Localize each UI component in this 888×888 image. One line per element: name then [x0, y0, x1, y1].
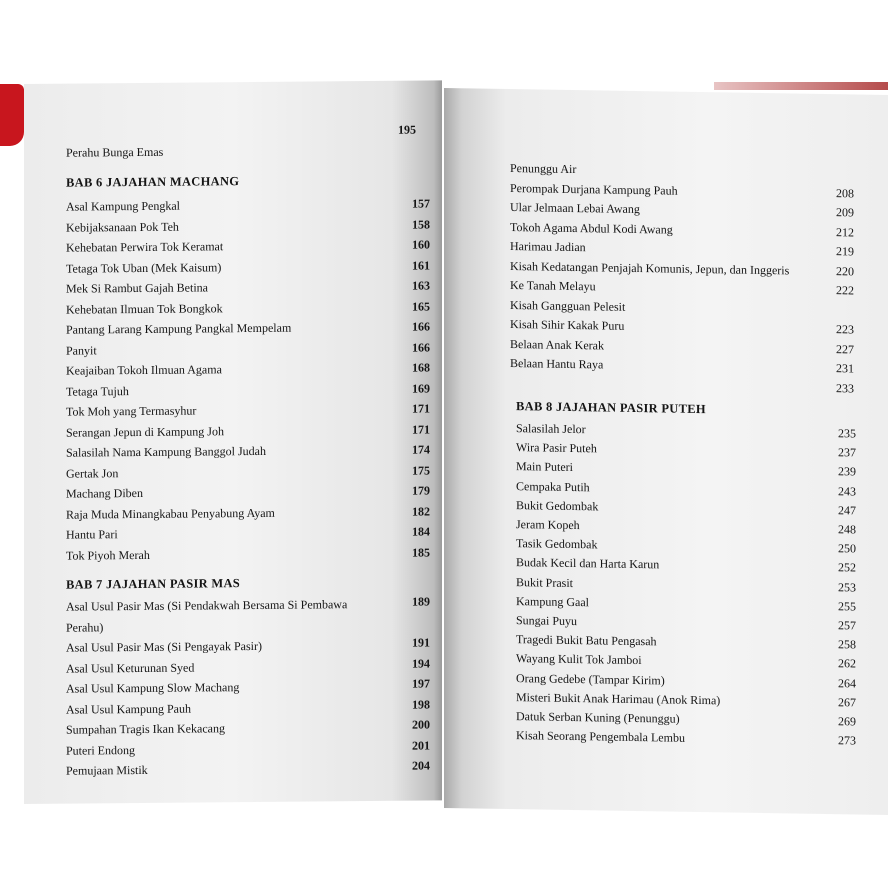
- toc-entry-page-number: 231: [836, 361, 854, 376]
- toc-entry-title: Perompak Durjana Kampung Pauh: [510, 180, 678, 198]
- toc-entry-title: Puteri Endong: [66, 742, 135, 758]
- toc-entry-page-number: 243: [838, 483, 856, 499]
- toc-entry-title: Ke Tanah Melayu: [510, 278, 596, 294]
- toc-entry-title: Perahu): [66, 619, 104, 635]
- toc-entry-title: Jeram Kopeh: [516, 517, 580, 533]
- toc-entry-title: Mek Si Rambut Gajah Betina: [66, 280, 208, 296]
- toc-entry-page-number: 191: [412, 635, 430, 650]
- toc-entry-title: Main Puteri: [516, 459, 573, 475]
- bab8-heading: BAB 8 JAJAHAN PASIR PUTEH: [516, 399, 706, 417]
- toc-entry-title: Orang Gedebe (Tampar Kirim): [516, 670, 665, 688]
- toc-entry-page-number: 171: [412, 401, 430, 416]
- toc-entry-page-number: 189: [412, 594, 430, 609]
- toc-entry-page-number: 185: [412, 544, 430, 560]
- toc-entry-title: Asal Usul Kampung Slow Machang: [66, 680, 240, 696]
- toc-entry-title: Kisah Sihir Kakak Puru: [510, 317, 625, 333]
- toc-entry-title: Wayang Kulit Tok Jamboi: [516, 651, 642, 668]
- toc-entry-title: Pantang Larang Kampung Pangkal Mempelam: [66, 320, 292, 337]
- toc-entry-title: Kebijaksanaan Pok Teh: [66, 219, 179, 235]
- toc-entry-title: Tetaga Tujuh: [66, 383, 129, 399]
- toc-entry-title: Belaan Anak Kerak: [510, 336, 604, 353]
- toc-entry-title: Raja Muda Minangkabau Penyabung Ayam: [66, 505, 275, 522]
- toc-entry-page-number: 220: [836, 263, 854, 278]
- toc-entry-title: Tasik Gedombak: [516, 536, 598, 552]
- toc-entry-title: Asal Usul Pasir Mas (Si Pendakwah Bersama Si Pembawa: [66, 597, 348, 614]
- toc-entry-title: Asal Usul Keturunan Syed: [66, 660, 195, 676]
- toc-entry-page-number: 222: [836, 283, 854, 298]
- toc-entry-page-number: 255: [838, 598, 856, 614]
- toc-entry-page-number: 233: [836, 380, 854, 395]
- toc-entry-page-number: 252: [838, 560, 856, 575]
- toc-entry-page-number: 204: [412, 758, 430, 773]
- open-book: [24, 84, 888, 804]
- toc-entry-page-number: 200: [412, 717, 430, 732]
- toc-entry-page-number: 169: [412, 380, 430, 396]
- toc-entry-title: Bukit Gedombak: [516, 497, 599, 514]
- toc-entry-title: Asal Kampung Pengkal: [66, 198, 180, 214]
- toc-entry-title: Kehebatan Perwira Tok Keramat: [66, 239, 224, 255]
- toc-entry-title: Ular Jelmaan Lebai Awang: [510, 200, 640, 217]
- toc-entry-title: Cempaka Putih: [516, 478, 590, 494]
- toc-entry-page-number: 239: [838, 464, 856, 479]
- toc-entry-title: Tok Moh yang Termasyhur: [66, 403, 197, 419]
- toc-entry-title: Tok Piyoh Merah: [66, 547, 150, 563]
- toc-entry-page-number: 160: [412, 237, 430, 252]
- toc-entry-page-number: 257: [838, 618, 856, 633]
- toc-entry-page-number: 201: [412, 737, 430, 753]
- top-page-number: 195: [398, 122, 416, 137]
- continued-list: [444, 88, 888, 395]
- toc-entry-page-number: 182: [412, 503, 430, 519]
- toc-entry-title: Asal Usul Kampung Pauh: [66, 701, 191, 717]
- toc-entry-page-number: 237: [838, 445, 856, 460]
- toc-entry-title: Panyit: [66, 342, 97, 358]
- toc-entry-title: Salasilah Nama Kampung Banggol Judah: [66, 443, 266, 460]
- toc-entry-page-number: 208: [836, 185, 854, 200]
- toc-entry-page-number: 273: [838, 733, 856, 748]
- toc-entry-title: Budak Kecil dan Harta Karun: [516, 555, 660, 572]
- toc-entry-page-number: 267: [838, 694, 856, 710]
- toc-entry-page-number: 258: [838, 637, 856, 652]
- toc-entry-page-number: 197: [412, 676, 430, 691]
- toc-entry-title: Tetaga Tok Uban (Mek Kaisum): [66, 259, 222, 276]
- toc-entry-page-number: 262: [838, 656, 856, 671]
- toc-entry-page-number: 174: [412, 442, 430, 457]
- toc-entry-page-number: 163: [412, 278, 430, 293]
- toc-entry-title: Sumpahan Tragis Ikan Kekacang: [66, 721, 225, 737]
- toc-entry-title: Machang Diben: [66, 485, 143, 501]
- toc-entry-page-number: 264: [838, 675, 856, 691]
- top-entry: Perahu Bunga Emas: [66, 144, 164, 160]
- toc-entry-title: Bukit Prasit: [516, 574, 574, 590]
- red-corner-decoration: [0, 84, 24, 146]
- toc-entry-page-number: 209: [836, 205, 854, 220]
- toc-entry-page-number: 179: [412, 483, 430, 498]
- right-page: [444, 88, 888, 815]
- toc-entry-page-number: 269: [838, 714, 856, 729]
- toc-entry-title: Wira Pasir Puteh: [516, 440, 597, 456]
- toc-entry-page-number: 157: [412, 196, 430, 211]
- toc-entry-title: Gertak Jon: [66, 465, 119, 481]
- toc-entry-page-number: 235: [838, 426, 856, 441]
- toc-entry-title: Misteri Bukit Anak Harimau (Anok Rima): [516, 689, 721, 708]
- toc-entry-page-number: 212: [836, 224, 854, 239]
- toc-entry-title: Harimau Jadian: [510, 239, 586, 255]
- toc-entry-page-number: 184: [412, 524, 430, 539]
- toc-entry-title: Hantu Pari: [66, 527, 118, 542]
- toc-entry-title: Kehebatan Ilmuan Tok Bongkok: [66, 300, 223, 317]
- toc-entry-page-number: 166: [412, 339, 430, 355]
- toc-entry-page-number: 219: [836, 244, 854, 259]
- toc-entry-page-number: 161: [412, 257, 430, 273]
- toc-entry-page-number: 166: [412, 319, 430, 334]
- toc-entry-title: Datuk Serban Kuning (Penunggu): [516, 709, 680, 726]
- toc-entry-title: Belaan Hantu Raya: [510, 356, 604, 372]
- bab7-heading: BAB 7 JAJAHAN PASIR MAS: [66, 576, 241, 592]
- left-page: [24, 80, 442, 804]
- toc-entry-page-number: 165: [412, 298, 430, 314]
- toc-entry-title: Salasilah Jelor: [516, 421, 586, 437]
- toc-entry-page-number: 223: [836, 322, 854, 337]
- toc-entry-title: Asal Usul Pasir Mas (Si Pengayak Pasir): [66, 638, 262, 655]
- toc-entry-title: Tragedi Bukit Batu Pengasah: [516, 632, 657, 649]
- toc-entry-page-number: 198: [412, 696, 430, 712]
- toc-entry-title: Keajaiban Tokoh Ilmuan Agama: [66, 362, 222, 378]
- toc-entry-page-number: 194: [412, 655, 430, 671]
- bab6-heading: BAB 6 JAJAHAN MACHANG: [66, 174, 240, 190]
- toc-entry-page-number: 171: [412, 421, 430, 437]
- toc-entry-title: Penunggu Air: [510, 161, 577, 177]
- toc-entry-title: Kampung Gaal: [516, 593, 589, 610]
- toc-entry-title: Sungai Puyu: [516, 613, 578, 629]
- toc-entry-page-number: 158: [412, 216, 430, 232]
- toc-entry-page-number: 247: [838, 502, 856, 518]
- toc-entry-page-number: 250: [838, 541, 856, 556]
- toc-entry-page-number: 253: [838, 579, 856, 595]
- toc-entry-page-number: 248: [838, 522, 856, 537]
- toc-entry-title: Serangan Jepun di Kampung Joh: [66, 423, 224, 440]
- toc-entry-title: Kisah Kedatangan Penjajah Komunis, Jepun, dan Inggeris: [510, 258, 790, 277]
- toc-entry-page-number: 168: [412, 360, 430, 375]
- toc-entry-title: Tokoh Agama Abdul Kodi Awang: [510, 219, 673, 237]
- toc-entry-title: Kisah Seorang Pengembala Lembu: [516, 728, 685, 745]
- toc-entry-page-number: 175: [412, 462, 430, 478]
- toc-entry-title: Pemujaan Mistik: [66, 762, 148, 778]
- toc-entry-title: Kisah Gangguan Pelesit: [510, 297, 626, 314]
- toc-entry-page-number: 227: [836, 341, 854, 356]
